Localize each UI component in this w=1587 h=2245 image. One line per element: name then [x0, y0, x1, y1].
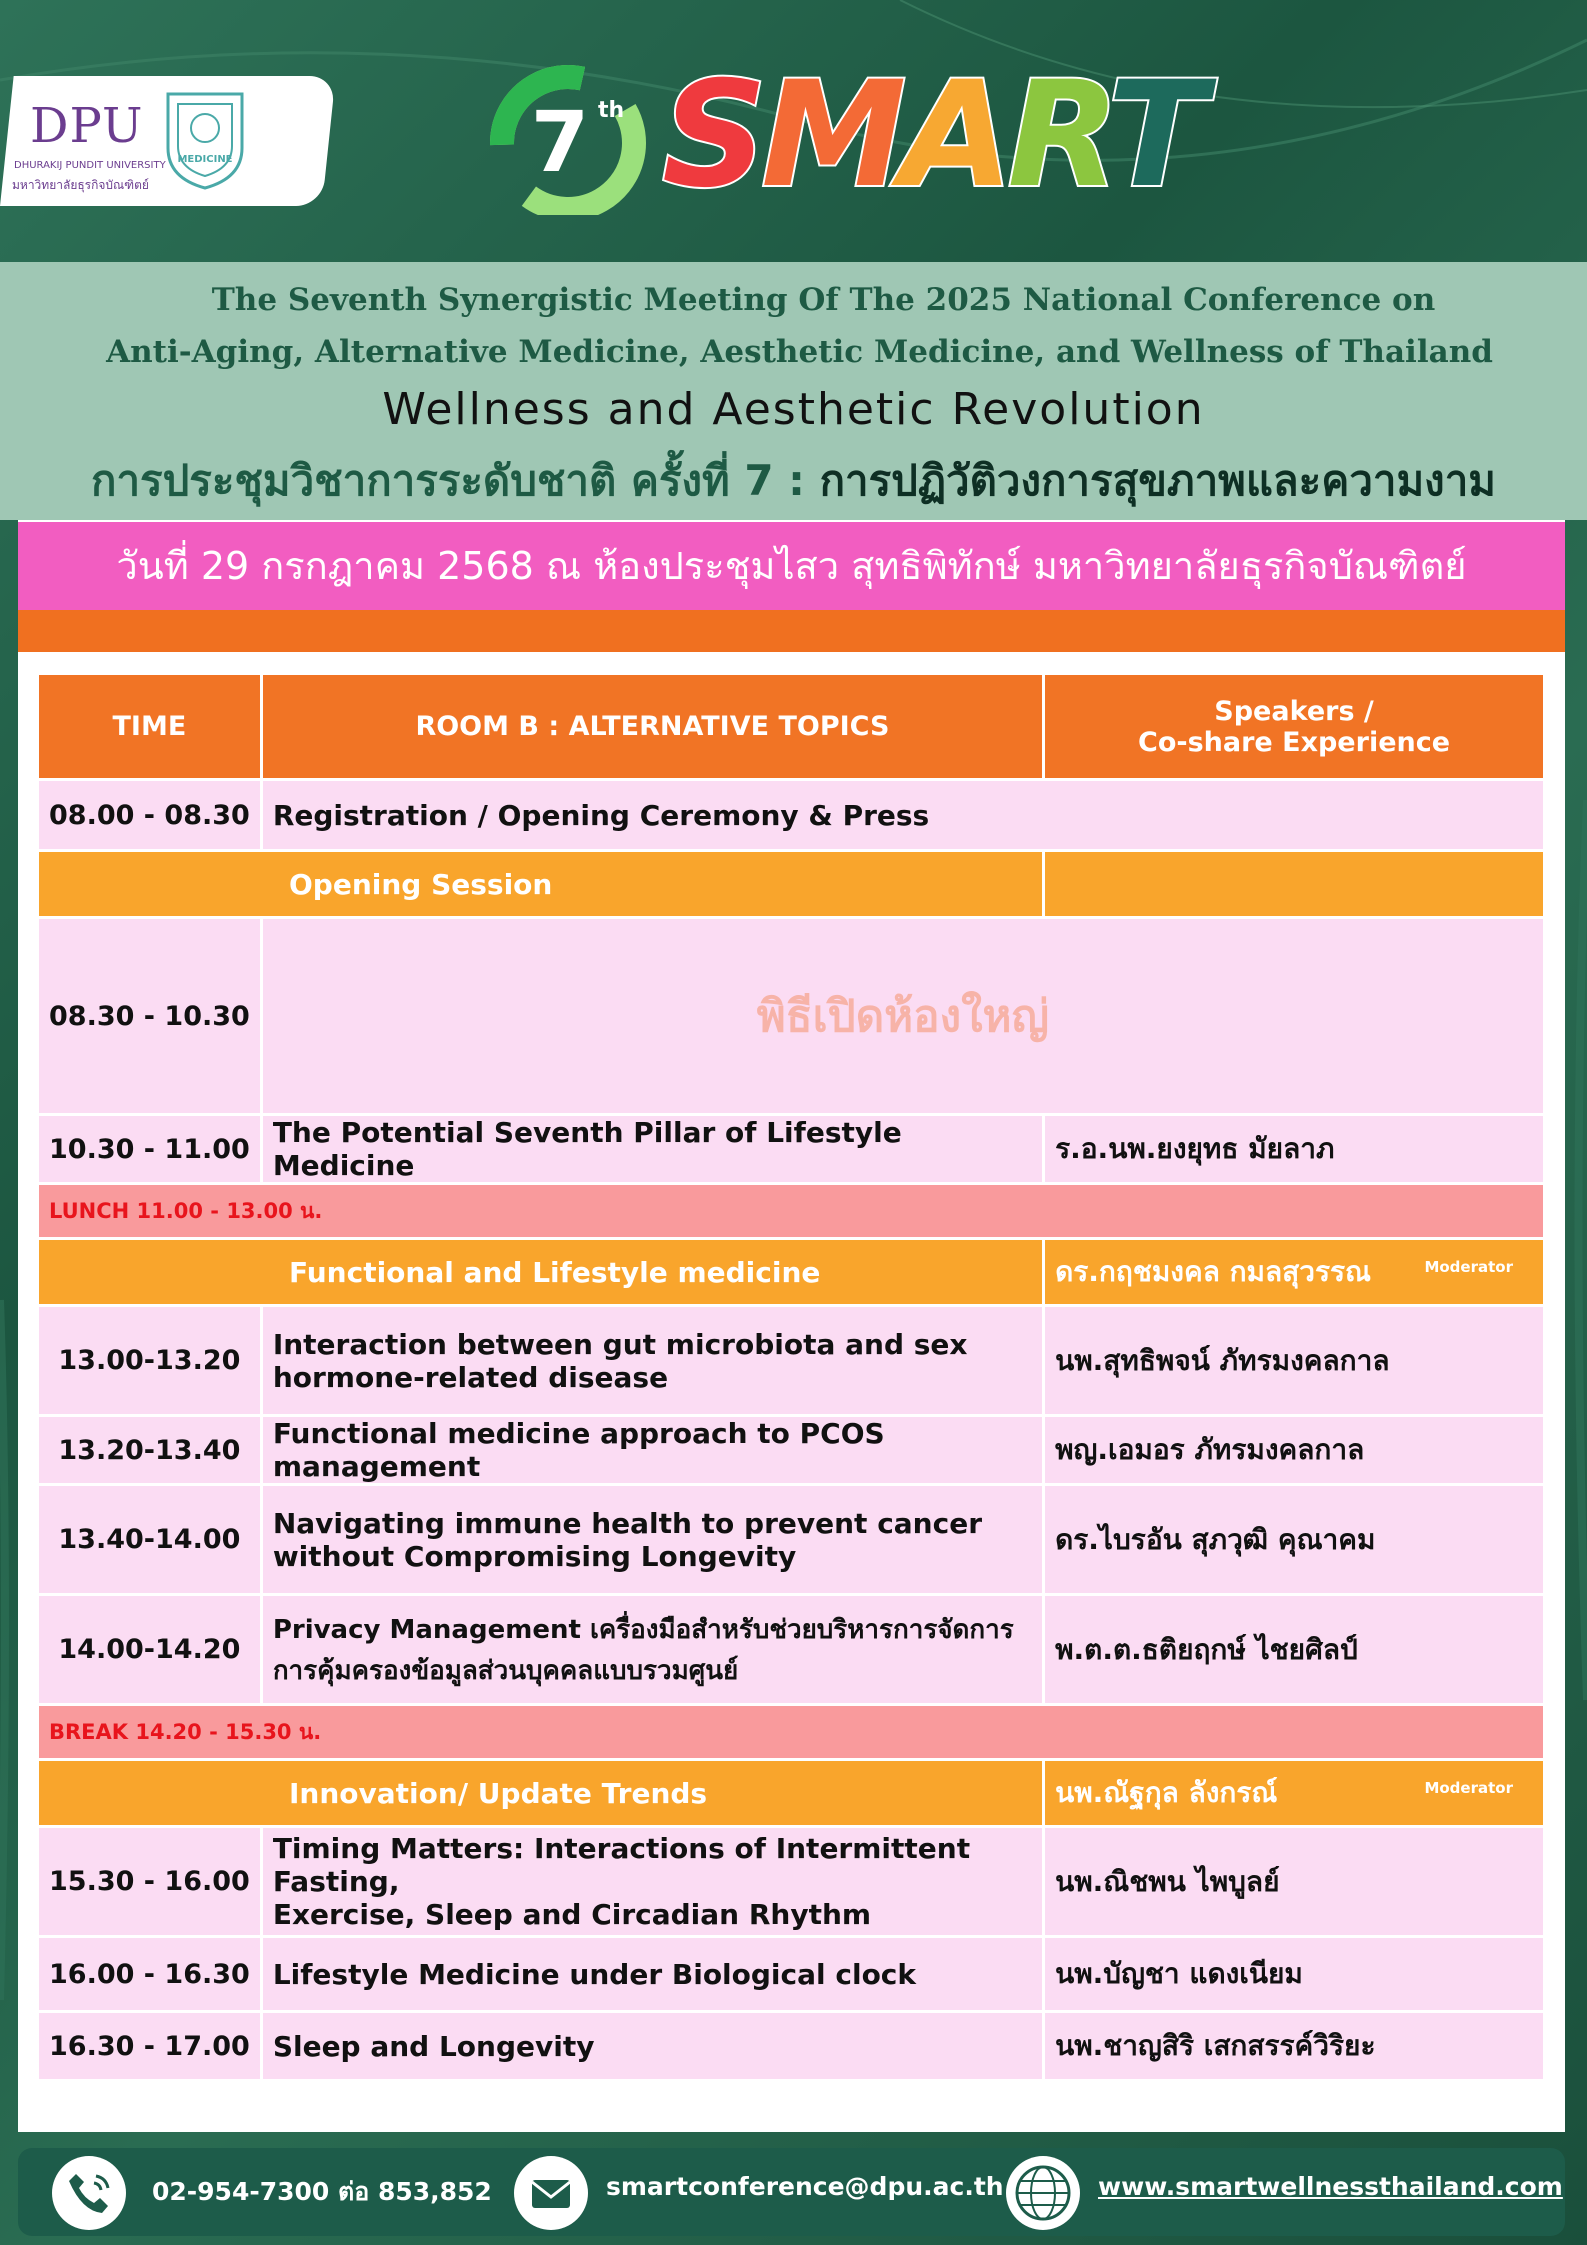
session-moderator	[1045, 852, 1543, 916]
thai-title-part2: การปฏิวัติวงการสุขภาพและความงาม	[819, 456, 1496, 505]
smart-letter-s: S	[662, 50, 762, 220]
row-topic: Registration / Opening Ceremony & Press	[263, 781, 1543, 849]
phone-icon	[52, 2156, 126, 2230]
table-row	[39, 1307, 1543, 1414]
row-time: 16.30 - 17.00	[39, 2013, 260, 2079]
smart-letter-a: A	[900, 50, 1008, 220]
header-speakers-line1: Speakers /	[1214, 695, 1374, 727]
table-row	[39, 1116, 1543, 1182]
website-link[interactable]: www.smartwellnessthailand.com	[1098, 2172, 1563, 2201]
break-label: BREAK 14.20 - 15.30 น.	[39, 1706, 1543, 1758]
session-label: Innovation/ Update Trends	[39, 1761, 1042, 1825]
conference-theme: Wellness and Aesthetic Revolution	[382, 384, 1205, 435]
medicine-college-badge-icon	[160, 88, 250, 192]
row-topic: The Potential Seventh Pillar of Lifestyle Medicine	[263, 1116, 1042, 1182]
row-topic: Functional medicine approach to PCOS management	[263, 1417, 1042, 1483]
row-time: 14.00-14.20	[39, 1596, 260, 1703]
dpu-logo-text: DPU	[30, 98, 144, 154]
session-row	[39, 852, 1543, 916]
row-speaker: นพ.สุทธิพจน์ ภัทรมงคลกาล	[1045, 1307, 1543, 1414]
university-logo	[0, 76, 322, 206]
moderator-tag: Moderator	[1424, 1779, 1513, 1797]
table-row	[39, 781, 1543, 849]
table-row	[39, 1417, 1543, 1483]
svg-text:7: 7	[530, 93, 590, 191]
topic-line1: Interaction between gut microbiota and sex	[272, 1327, 968, 1361]
orange-divider	[18, 610, 1565, 652]
row-speaker: ดร.ไบรอัน สุภวุฒิ คุณาคม	[1045, 1486, 1543, 1593]
row-time: 08.00 - 08.30	[39, 781, 260, 849]
row-speaker: นพ.ชาญสิริ เสกสรรค์วิริยะ	[1045, 2013, 1543, 2079]
svg-text:th: th	[598, 98, 625, 123]
row-speaker: ร.อ.นพ.ยงยุทธ มัยลาภ	[1045, 1116, 1543, 1182]
topic-line2: hormone-related disease	[272, 1360, 669, 1394]
email-icon	[514, 2156, 588, 2230]
schedule-table	[36, 672, 1546, 2082]
row-time: 13.40-14.00	[39, 1486, 260, 1593]
session-label: Opening Session	[39, 852, 1042, 916]
row-speaker: พ.ต.ต.ธติยฤกษ์ ไชยศิลป์	[1045, 1596, 1543, 1703]
moderator-name: นพ.ณัฐกุล ลังกรณ์	[1055, 1776, 1278, 1809]
row-time: 10.30 - 11.00	[39, 1116, 260, 1182]
lunch-label: LUNCH 11.00 - 13.00 น.	[39, 1185, 1543, 1237]
table-row	[39, 1828, 1543, 1935]
session-moderator	[1045, 1761, 1543, 1825]
row-topic	[263, 1828, 1042, 1935]
topic-line2: without Compromising Longevity	[272, 1539, 797, 1573]
row-topic	[263, 1307, 1042, 1414]
row-time: 13.20-13.40	[39, 1417, 260, 1483]
conference-title-line1: The Seventh Synergistic Meeting Of The 2025 National Conference on	[211, 282, 1436, 318]
row-time: 13.00-13.20	[39, 1307, 260, 1414]
phone-number[interactable]: 02-954-7300 ต่อ 853,852	[152, 2177, 492, 2206]
row-topic: พิธีเปิดห้องใหญ่	[263, 919, 1543, 1113]
table-header-row	[39, 675, 1543, 778]
session-row	[39, 1240, 1543, 1304]
table-row	[39, 1486, 1543, 1593]
header-time: TIME	[39, 675, 260, 778]
conference-title-line2: Anti-Aging, Alternative Medicine, Aesthetic Medicine, and Wellness of Thailand	[106, 334, 1493, 370]
moderator-name: ดร.กฤชมงคล กมลสุวรรณ	[1055, 1255, 1372, 1288]
header-speakers	[1045, 675, 1543, 778]
topic-line1: Navigating immune health to prevent cancer	[272, 1506, 983, 1540]
dpu-logo-thai: มหาวิทยาลัยธุรกิจบัณฑิตย์	[12, 178, 149, 192]
smart-letter-m: M	[761, 50, 901, 220]
email-address[interactable]: smartconference@dpu.ac.th	[606, 2172, 1004, 2201]
smart-conference-logo	[480, 50, 1201, 220]
row-topic: Sleep and Longevity	[263, 2013, 1042, 2079]
svg-text:MEDICINE: MEDICINE	[177, 154, 233, 165]
smart-wordmark	[662, 50, 1201, 220]
date-venue-text: วันที่ 29 กรกฎาคม 2568 ณ ห้องประชุมไสว สุทธิพิทักษ์ มหาวิทยาลัยธุรกิจบัณฑิตย์	[116, 544, 1467, 588]
table-row	[39, 2013, 1543, 2079]
row-speaker: นพ.บัญชา แดงเนียม	[1045, 1938, 1543, 2010]
thai-title	[0, 448, 1587, 514]
topic-line2: การคุ้มครองข้อมูลส่วนบุคคลแบบรวมศูนย์	[272, 1655, 739, 1686]
website-globe-icon	[1006, 2156, 1080, 2230]
row-speaker: พญ.เอมอร ภัทรมงคลกาล	[1045, 1417, 1543, 1483]
row-speaker: นพ.ณิชพน ไพบูลย์	[1045, 1828, 1543, 1935]
smart-letter-r: R	[1007, 50, 1108, 220]
table-row	[39, 1938, 1543, 2010]
row-topic	[263, 1596, 1042, 1703]
topic-line1: Privacy Management เครื่องมือสำหรับช่วยบริหารการจัดการ	[272, 1614, 1014, 1645]
thai-title-part1: การประชุมวิชาการระดับชาติ ครั้งที่ 7 :	[91, 456, 805, 505]
break-row	[39, 1706, 1543, 1758]
session-moderator	[1045, 1240, 1543, 1304]
topic-line2: Exercise, Sleep and Circadian Rhythm	[272, 1898, 872, 1931]
seventh-edition-ring-icon	[480, 55, 670, 215]
row-time: 08.30 - 10.30	[39, 919, 260, 1113]
topic-line1: Timing Matters: Interactions of Intermittent Fasting,	[272, 1832, 971, 1898]
row-time: 15.30 - 16.00	[39, 1828, 260, 1935]
smart-letter-t: T	[1107, 50, 1201, 220]
session-row	[39, 1761, 1543, 1825]
header-speakers-line2: Co-share Experience	[1138, 726, 1451, 758]
table-row	[39, 1596, 1543, 1703]
row-topic	[263, 1486, 1042, 1593]
lunch-row	[39, 1185, 1543, 1237]
row-time: 16.00 - 16.30	[39, 1938, 260, 2010]
table-row	[39, 919, 1543, 1113]
header-topic: ROOM B : ALTERNATIVE TOPICS	[263, 675, 1042, 778]
moderator-tag: Moderator	[1424, 1258, 1513, 1276]
dpu-logo-subtitle: DHURAKIJ PUNDIT UNIVERSITY	[14, 160, 166, 171]
session-label: Functional and Lifestyle medicine	[39, 1240, 1042, 1304]
row-topic: Lifestyle Medicine under Biological clock	[263, 1938, 1042, 2010]
